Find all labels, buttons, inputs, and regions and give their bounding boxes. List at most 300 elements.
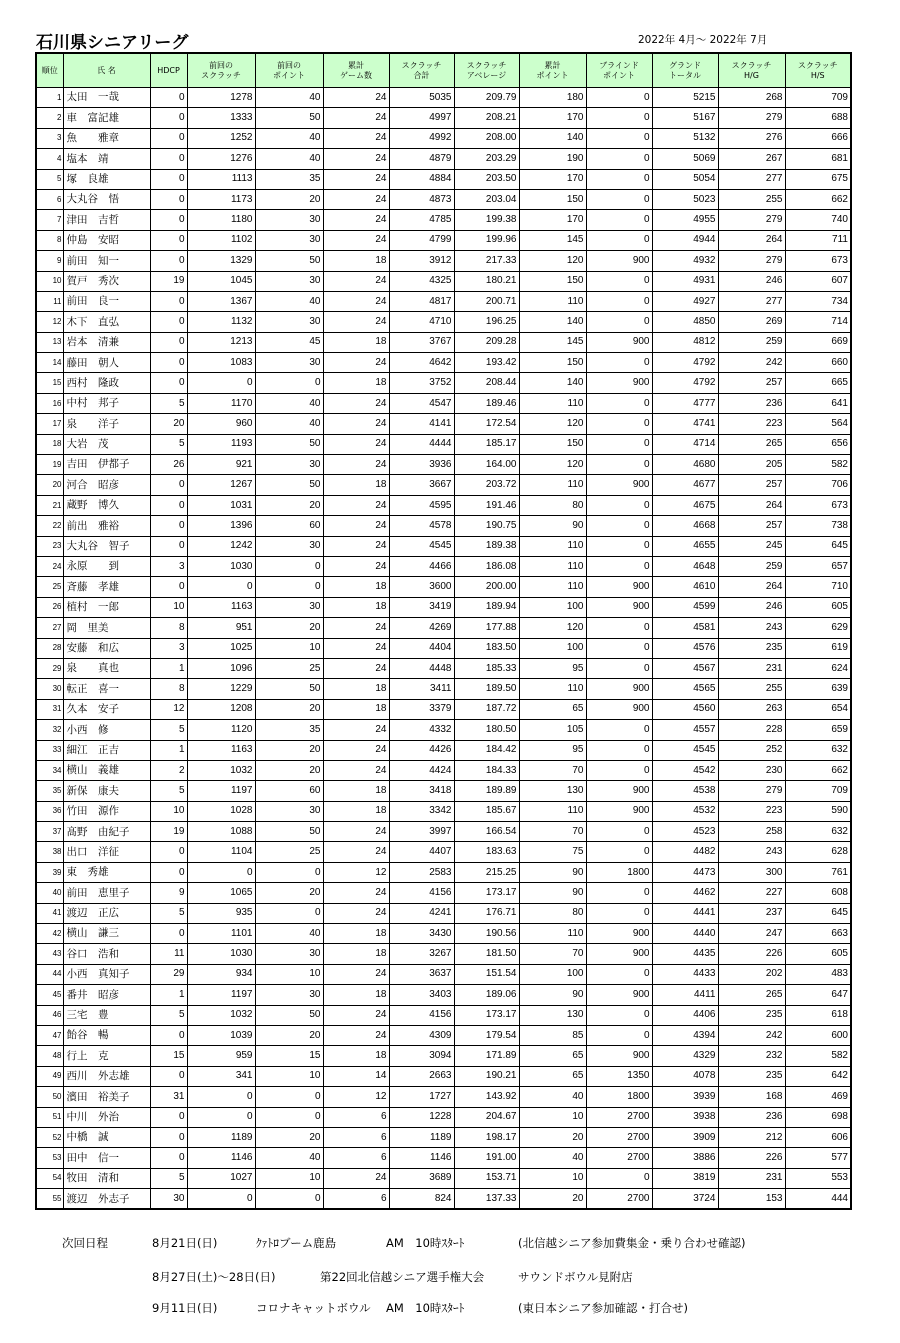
table-cell: 1329 — [187, 251, 255, 271]
table-cell: 8 — [150, 679, 187, 699]
table-cell: 30 — [255, 985, 323, 1005]
table-cell: 4078 — [652, 1066, 718, 1086]
table-cell: 0 — [150, 230, 187, 250]
table-cell: 2700 — [586, 1127, 652, 1147]
schedule-venue-3: コロナキャットボウル — [256, 1301, 371, 1315]
table-cell: 237 — [718, 903, 785, 923]
table-cell: 564 — [785, 414, 851, 434]
table-cell: 761 — [785, 862, 851, 882]
table-cell: 4680 — [652, 455, 718, 475]
table-cell: 4931 — [652, 271, 718, 291]
table-cell: 215.25 — [454, 862, 519, 882]
table-cell: 170 — [519, 210, 586, 230]
table-cell: 4792 — [652, 373, 718, 393]
table-cell: 24 — [323, 556, 389, 576]
table-cell: 600 — [785, 1025, 851, 1045]
table-row — [36, 1066, 851, 1086]
table-cell: 3419 — [389, 597, 454, 617]
table-cell: 235 — [718, 638, 785, 658]
table-cell: 619 — [785, 638, 851, 658]
schedule-venue-1: ｸｧﾄﾛブーム鹿島 — [256, 1236, 337, 1250]
table-cell: 30 — [255, 210, 323, 230]
table-cell: 30 — [255, 944, 323, 964]
table-row — [36, 455, 851, 475]
table-cell: 18 — [323, 332, 389, 352]
table-row — [36, 495, 851, 515]
table-cell: 0 — [150, 353, 187, 373]
table-cell: 40 — [255, 291, 323, 311]
table-cell: 1229 — [187, 679, 255, 699]
table-cell: 1367 — [187, 291, 255, 311]
table-cell: 247 — [718, 924, 785, 944]
schedule-date-2: 8月27日(土)～28日(日) — [152, 1270, 276, 1284]
table-cell: 698 — [785, 1107, 851, 1127]
table-cell: 90 — [519, 862, 586, 882]
period-range: 2022年 4月～ 2022年 7月 — [638, 34, 768, 46]
table-cell: 90 — [519, 883, 586, 903]
rank-cell: 48 — [36, 1046, 63, 1066]
table-cell: 255 — [718, 189, 785, 209]
player-name-cell: 前出 雅裕 — [63, 516, 150, 536]
table-cell: 228 — [718, 720, 785, 740]
player-name-cell: 髙野 由紀子 — [63, 822, 150, 842]
table-cell: 1104 — [187, 842, 255, 862]
table-cell: 1 — [150, 658, 187, 678]
table-cell: 189.06 — [454, 985, 519, 1005]
table-row — [36, 536, 851, 556]
table-cell: 0 — [586, 740, 652, 760]
table-cell: 900 — [586, 251, 652, 271]
table-cell: 3667 — [389, 475, 454, 495]
table-cell: 145 — [519, 332, 586, 352]
rank-cell: 33 — [36, 740, 63, 760]
player-name-cell: 新保 康夫 — [63, 781, 150, 801]
rank-cell: 53 — [36, 1148, 63, 1168]
table-cell: 185.17 — [454, 434, 519, 454]
table-cell: 5167 — [652, 108, 718, 128]
player-name-cell: 小西 修 — [63, 720, 150, 740]
table-cell: 145 — [519, 230, 586, 250]
table-cell: 24 — [323, 1005, 389, 1025]
table-cell: 246 — [718, 597, 785, 617]
rank-cell: 41 — [36, 903, 63, 923]
table-row — [36, 312, 851, 332]
table-cell: 4817 — [389, 291, 454, 311]
rank-cell: 9 — [36, 251, 63, 271]
table-cell: 1027 — [187, 1168, 255, 1188]
player-name-cell: 吉田 伊都子 — [63, 455, 150, 475]
table-cell: 900 — [586, 944, 652, 964]
table-cell: 24 — [323, 495, 389, 515]
table-cell: 1102 — [187, 230, 255, 250]
table-cell: 276 — [718, 128, 785, 148]
table-cell: 0 — [150, 862, 187, 882]
table-cell: 20 — [255, 618, 323, 638]
table-cell: 196.25 — [454, 312, 519, 332]
table-cell: 900 — [586, 924, 652, 944]
table-cell: 236 — [718, 393, 785, 413]
table-cell: 1146 — [389, 1148, 454, 1168]
table-cell: 153 — [718, 1189, 785, 1210]
table-cell: 657 — [785, 556, 851, 576]
table-cell: 6 — [323, 1148, 389, 1168]
table-cell: 0 — [586, 720, 652, 740]
table-cell: 4581 — [652, 618, 718, 638]
table-cell: 4565 — [652, 679, 718, 699]
table-cell: 1333 — [187, 108, 255, 128]
table-cell: 665 — [785, 373, 851, 393]
rank-cell: 21 — [36, 495, 63, 515]
table-cell: 711 — [785, 230, 851, 250]
table-cell: 0 — [150, 169, 187, 189]
player-name-cell: 横山 謙三 — [63, 924, 150, 944]
table-cell: 50 — [255, 1005, 323, 1025]
table-cell: 1030 — [187, 944, 255, 964]
table-cell: 186.08 — [454, 556, 519, 576]
table-cell: 30 — [255, 597, 323, 617]
table-cell: 189.46 — [454, 393, 519, 413]
table-cell: 24 — [323, 88, 389, 108]
table-cell: 137.33 — [454, 1189, 519, 1210]
table-cell: 10 — [255, 1168, 323, 1188]
table-cell: 110 — [519, 556, 586, 576]
table-cell: 150 — [519, 189, 586, 209]
table-cell: 190.21 — [454, 1066, 519, 1086]
table-row — [36, 475, 851, 495]
table-cell: 190 — [519, 149, 586, 169]
table-cell: 0 — [150, 251, 187, 271]
table-row — [36, 414, 851, 434]
table-cell: 203.72 — [454, 475, 519, 495]
table-cell: 0 — [150, 536, 187, 556]
table-cell: 110 — [519, 291, 586, 311]
table-cell: 663 — [785, 924, 851, 944]
table-row — [36, 842, 851, 862]
table-cell: 900 — [586, 475, 652, 495]
table-cell: 4777 — [652, 393, 718, 413]
column-header: 前回の ポイント — [255, 53, 323, 88]
table-cell: 15 — [150, 1046, 187, 1066]
table-cell: 265 — [718, 434, 785, 454]
table-cell: 3403 — [389, 985, 454, 1005]
table-cell: 236 — [718, 1107, 785, 1127]
table-cell: 189.50 — [454, 679, 519, 699]
rank-cell: 54 — [36, 1168, 63, 1188]
table-cell: 230 — [718, 760, 785, 780]
rank-cell: 40 — [36, 883, 63, 903]
table-cell: 3909 — [652, 1127, 718, 1147]
table-cell: 0 — [255, 1107, 323, 1127]
player-name-cell: 安藤 和広 — [63, 638, 150, 658]
player-name-cell: 三宅 豊 — [63, 1005, 150, 1025]
rank-cell: 35 — [36, 781, 63, 801]
schedule-note-2: サウンドボウル見附店 — [518, 1270, 633, 1284]
table-row — [36, 1046, 851, 1066]
rank-cell: 23 — [36, 536, 63, 556]
column-header: スクラッチ H/G — [718, 53, 785, 88]
table-cell: 5 — [150, 781, 187, 801]
table-cell: 4473 — [652, 862, 718, 882]
table-cell: 0 — [586, 1025, 652, 1045]
table-cell: 279 — [718, 251, 785, 271]
table-cell: 4812 — [652, 332, 718, 352]
table-cell: 4441 — [652, 903, 718, 923]
schedule-note-3: (東日本シニア参加確認・打合せ) — [518, 1301, 688, 1315]
table-row — [36, 1107, 851, 1127]
player-name-cell: 前田 知一 — [63, 251, 150, 271]
table-row — [36, 1025, 851, 1045]
table-cell: 185.33 — [454, 658, 519, 678]
table-row — [36, 271, 851, 291]
table-cell: 0 — [586, 149, 652, 169]
table-cell: 4241 — [389, 903, 454, 923]
player-name-cell: 植村 一郎 — [63, 597, 150, 617]
table-cell: 203.29 — [454, 149, 519, 169]
table-cell: 647 — [785, 985, 851, 1005]
table-cell: 20 — [255, 495, 323, 515]
table-cell: 70 — [519, 822, 586, 842]
table-cell: 469 — [785, 1087, 851, 1107]
player-name-cell: 大岩 茂 — [63, 434, 150, 454]
table-cell: 0 — [150, 475, 187, 495]
table-cell: 0 — [586, 128, 652, 148]
table-cell: 6 — [323, 1127, 389, 1147]
table-cell: 180.50 — [454, 720, 519, 740]
table-cell: 4850 — [652, 312, 718, 332]
table-cell: 20 — [255, 699, 323, 719]
table-cell: 65 — [519, 1046, 586, 1066]
table-cell: 268 — [718, 88, 785, 108]
table-cell: 90 — [519, 516, 586, 536]
table-cell: 673 — [785, 251, 851, 271]
table-cell: 0 — [255, 556, 323, 576]
table-cell: 189.38 — [454, 536, 519, 556]
table-cell: 3342 — [389, 801, 454, 821]
table-cell: 4325 — [389, 271, 454, 291]
table-cell: 666 — [785, 128, 851, 148]
table-cell: 252 — [718, 740, 785, 760]
table-cell: 4332 — [389, 720, 454, 740]
table-cell: 259 — [718, 556, 785, 576]
table-cell: 5 — [150, 434, 187, 454]
table-cell: 199.96 — [454, 230, 519, 250]
table-cell: 18 — [323, 597, 389, 617]
table-cell: 1 — [150, 740, 187, 760]
table-cell: 0 — [187, 1087, 255, 1107]
table-row — [36, 618, 851, 638]
table-cell: 24 — [323, 842, 389, 862]
standings-table — [35, 52, 852, 1210]
table-row — [36, 291, 851, 311]
table-cell: 4407 — [389, 842, 454, 862]
table-cell: 30 — [255, 312, 323, 332]
table-cell: 4482 — [652, 842, 718, 862]
table-cell: 4545 — [652, 740, 718, 760]
table-cell: 203.50 — [454, 169, 519, 189]
table-cell: 639 — [785, 679, 851, 699]
table-row — [36, 1005, 851, 1025]
table-row — [36, 597, 851, 617]
table-cell: 70 — [519, 944, 586, 964]
player-name-cell: 塚 良雄 — [63, 169, 150, 189]
table-cell: 70 — [519, 760, 586, 780]
table-cell: 2 — [150, 760, 187, 780]
table-cell: 24 — [323, 658, 389, 678]
table-cell: 4595 — [389, 495, 454, 515]
table-cell: 0 — [586, 455, 652, 475]
rank-cell: 12 — [36, 312, 63, 332]
table-cell: 645 — [785, 536, 851, 556]
table-cell: 1350 — [586, 1066, 652, 1086]
table-cell: 4411 — [652, 985, 718, 1005]
rank-cell: 20 — [36, 475, 63, 495]
player-name-cell: 渡辺 正広 — [63, 903, 150, 923]
table-cell: 193.42 — [454, 353, 519, 373]
table-cell: 24 — [323, 536, 389, 556]
table-cell: 277 — [718, 291, 785, 311]
table-cell: 4677 — [652, 475, 718, 495]
table-cell: 624 — [785, 658, 851, 678]
table-cell: 4668 — [652, 516, 718, 536]
table-cell: 189.89 — [454, 781, 519, 801]
table-cell: 5 — [150, 1168, 187, 1188]
table-cell: 4444 — [389, 434, 454, 454]
table-cell: 607 — [785, 271, 851, 291]
table-cell: 19 — [150, 271, 187, 291]
table-cell: 4406 — [652, 1005, 718, 1025]
table-row — [36, 556, 851, 576]
table-cell: 4567 — [652, 658, 718, 678]
rank-cell: 5 — [36, 169, 63, 189]
table-row — [36, 149, 851, 169]
table-row — [36, 1168, 851, 1188]
table-cell: 246 — [718, 271, 785, 291]
table-cell: 205 — [718, 455, 785, 475]
table-cell: 105 — [519, 720, 586, 740]
table-cell: 4997 — [389, 108, 454, 128]
table-cell: 483 — [785, 964, 851, 984]
table-cell: 1189 — [389, 1127, 454, 1147]
table-cell: 257 — [718, 373, 785, 393]
player-name-cell: 藤田 朝人 — [63, 353, 150, 373]
table-cell: 632 — [785, 822, 851, 842]
table-cell: 4309 — [389, 1025, 454, 1045]
column-header: スクラッチ 合計 — [389, 53, 454, 88]
rank-cell: 26 — [36, 597, 63, 617]
table-row — [36, 658, 851, 678]
table-cell: 10 — [519, 1168, 586, 1188]
table-row — [36, 393, 851, 413]
table-cell: 6 — [323, 1189, 389, 1210]
rank-cell: 18 — [36, 434, 63, 454]
table-cell: 18 — [323, 699, 389, 719]
table-cell: 654 — [785, 699, 851, 719]
player-name-cell: 塩本 靖 — [63, 149, 150, 169]
table-cell: 632 — [785, 740, 851, 760]
table-cell: 24 — [323, 903, 389, 923]
table-cell: 3767 — [389, 332, 454, 352]
column-header: 累計 ゲーム数 — [323, 53, 389, 88]
table-cell: 1096 — [187, 658, 255, 678]
table-cell: 20 — [255, 883, 323, 903]
table-cell: 180 — [519, 88, 586, 108]
table-cell: 2700 — [586, 1189, 652, 1210]
table-row — [36, 1087, 851, 1107]
table-cell: 4610 — [652, 577, 718, 597]
rank-cell: 22 — [36, 516, 63, 536]
table-cell: 150 — [519, 271, 586, 291]
table-cell: 0 — [586, 271, 652, 291]
table-cell: 1193 — [187, 434, 255, 454]
table-cell: 4269 — [389, 618, 454, 638]
table-cell: 30 — [150, 1189, 187, 1210]
table-row — [36, 964, 851, 984]
table-cell: 582 — [785, 1046, 851, 1066]
rank-cell: 46 — [36, 1005, 63, 1025]
table-cell: 3267 — [389, 944, 454, 964]
table-cell: 202 — [718, 964, 785, 984]
table-cell: 24 — [323, 1025, 389, 1045]
table-cell: 0 — [586, 658, 652, 678]
rank-cell: 24 — [36, 556, 63, 576]
table-cell: 184.42 — [454, 740, 519, 760]
player-name-cell: 竹田 源作 — [63, 801, 150, 821]
table-cell: 18 — [323, 924, 389, 944]
schedule-venue-2: 第22回北信越シニア選手権大会 — [320, 1270, 485, 1284]
table-cell: 50 — [255, 251, 323, 271]
table-cell: 3997 — [389, 822, 454, 842]
table-cell: 0 — [586, 88, 652, 108]
table-cell: 1396 — [187, 516, 255, 536]
table-cell: 662 — [785, 189, 851, 209]
table-cell: 18 — [323, 944, 389, 964]
table-cell: 0 — [586, 536, 652, 556]
table-row — [36, 801, 851, 821]
table-cell: 0 — [586, 964, 652, 984]
table-cell: 212 — [718, 1127, 785, 1147]
table-cell: 3689 — [389, 1168, 454, 1188]
table-cell: 3418 — [389, 781, 454, 801]
table-cell: 4932 — [652, 251, 718, 271]
table-cell: 269 — [718, 312, 785, 332]
player-name-cell: 飴谷 暢 — [63, 1025, 150, 1045]
table-cell: 673 — [785, 495, 851, 515]
table-row — [36, 373, 851, 393]
table-cell: 15 — [255, 1046, 323, 1066]
table-cell: 40 — [255, 414, 323, 434]
table-cell: 3411 — [389, 679, 454, 699]
table-cell: 1146 — [187, 1148, 255, 1168]
table-body — [36, 88, 851, 1210]
rank-cell: 55 — [36, 1189, 63, 1210]
table-cell: 12 — [323, 1087, 389, 1107]
table-cell: 681 — [785, 149, 851, 169]
table-cell: 20 — [255, 1025, 323, 1045]
table-cell: 120 — [519, 414, 586, 434]
table-cell: 235 — [718, 1066, 785, 1086]
rank-cell: 34 — [36, 760, 63, 780]
table-cell: 0 — [255, 903, 323, 923]
table-cell: 198.17 — [454, 1127, 519, 1147]
table-cell: 0 — [586, 1005, 652, 1025]
table-cell: 24 — [323, 169, 389, 189]
table-cell: 226 — [718, 944, 785, 964]
table-cell: 0 — [586, 312, 652, 332]
table-cell: 18 — [323, 251, 389, 271]
table-cell: 710 — [785, 577, 851, 597]
table-cell: 209.79 — [454, 88, 519, 108]
table-cell: 605 — [785, 944, 851, 964]
